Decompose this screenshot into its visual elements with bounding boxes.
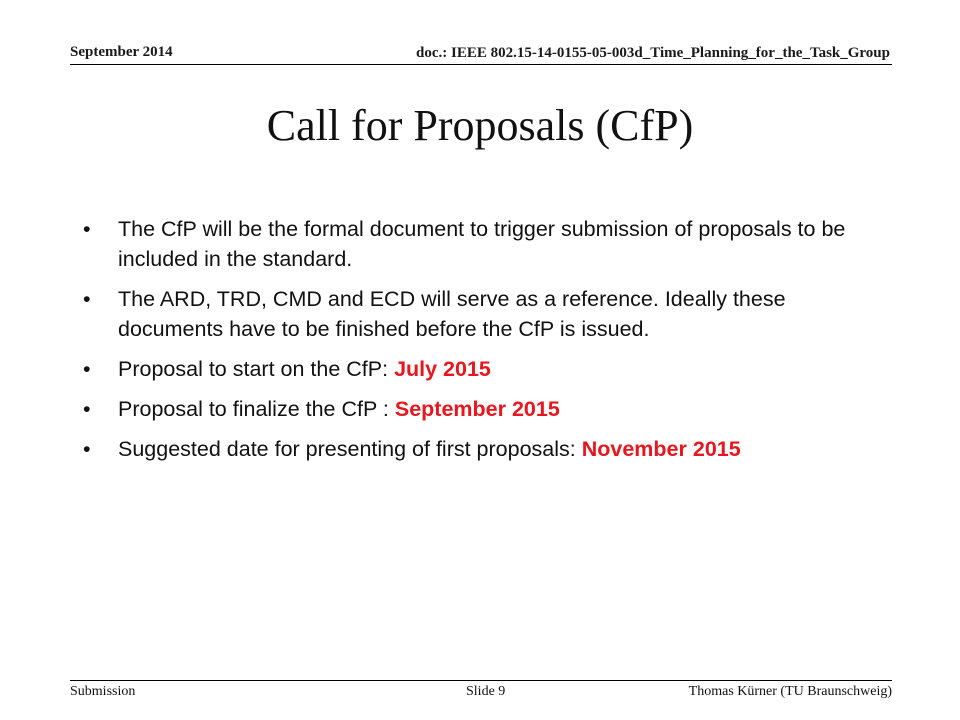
bullet-text: Proposal to start on the CfP: bbox=[118, 357, 395, 381]
header-doc-id: doc.: IEEE 802.15-14-0155-05-003d_Time_Planning_for_the_Task_Group bbox=[416, 45, 890, 61]
bullet-highlight: November 2015 bbox=[581, 437, 741, 461]
bullet-item bbox=[80, 214, 860, 274]
bullet-icon: • bbox=[83, 397, 91, 421]
bullet-text: The ARD, TRD, CMD and ECD will serve as a reference. Ideally these documents have to be finished before the CfP is issued. bbox=[118, 287, 786, 341]
bullet-text: Proposal to finalize the CfP : bbox=[118, 397, 395, 421]
bullet-item bbox=[80, 394, 860, 424]
bullet-icon: • bbox=[83, 217, 91, 241]
footer-author: Thomas Kürner (TU Braunschweig) bbox=[688, 684, 892, 699]
bullet-icon: • bbox=[83, 357, 91, 381]
bullet-item bbox=[80, 354, 860, 384]
bullet-icon: • bbox=[83, 287, 91, 311]
footer-divider bbox=[70, 680, 892, 681]
header-divider bbox=[70, 64, 892, 65]
footer-submission: Submission bbox=[70, 684, 136, 699]
bullet-text: Suggested date for presenting of first proposals: bbox=[118, 437, 582, 461]
slide-title: Call for Proposals (CfP) bbox=[266, 101, 694, 150]
bullet-item bbox=[80, 434, 860, 464]
bullet-list bbox=[80, 214, 860, 474]
bullet-highlight: September 2015 bbox=[394, 397, 560, 421]
bullet-icon: • bbox=[83, 437, 91, 461]
bullet-item bbox=[80, 284, 860, 344]
bullet-text: The CfP will be the formal document to trigger submission of proposals to be included in the standard. bbox=[118, 217, 846, 271]
footer-slide-number: Slide 9 bbox=[466, 684, 506, 699]
header-date: September 2014 bbox=[70, 44, 173, 60]
bullet-highlight: July 2015 bbox=[394, 357, 491, 381]
